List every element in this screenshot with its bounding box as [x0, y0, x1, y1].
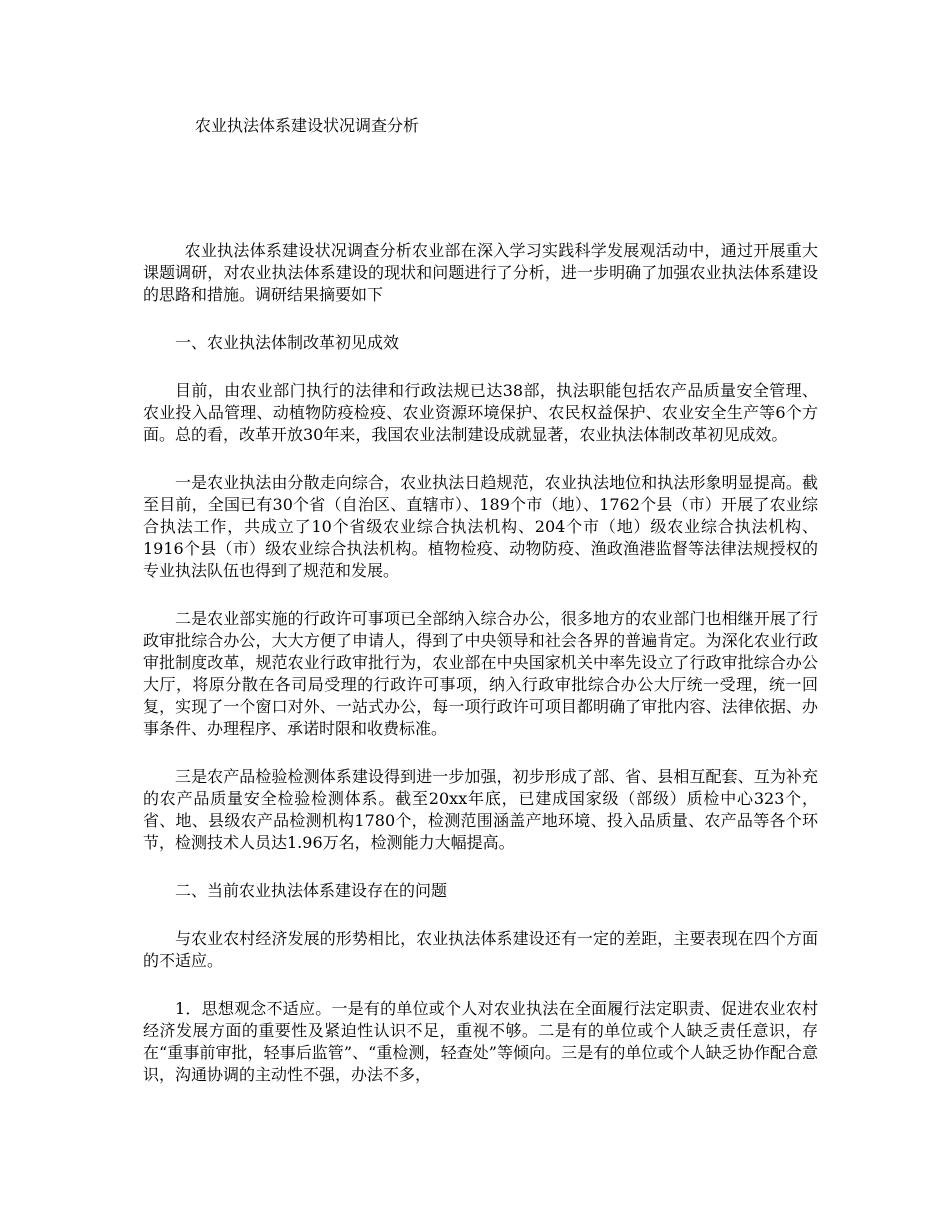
- document-title: 农业执法体系建设状况调查分析: [195, 116, 420, 135]
- body-paragraph: 目前，由农业部门执行的法律和行政法规已达38部，执法职能包括农产品质量安全管理、农业投入品管理、动植物防疫检疫、农业资源环境保护、农民权益保护、农业安全生产等6个方面。总的看，改革开放30年来，我国农业法制建设成就显著，农业执法体制改革初见成效。: [143, 381, 818, 444]
- section-heading-2: 二、当前农业执法体系建设存在的问题: [175, 881, 448, 900]
- section-heading-1: 一、农业执法体制改革初见成效: [175, 333, 400, 352]
- body-paragraph: 1．思想观念不适应。一是有的单位或个人对农业执法在全面履行法定职责、促进农业农村经济发展方面的重要性及紧迫性认识不足，重视不够。二是有的单位或个人缺乏责任意识，存在“重事前审批，轻事后监管”、“重检测，轻查处”等倾向。三是有的单位或个人缺乏协作配合意识，沟通协调的主动性不强，办法不多，: [143, 999, 818, 1084]
- body-paragraph: 三是农产品检验检测体系建设得到进一步加强，初步形成了部、省、县相互配套、互为补充的农产品质量安全检验检测体系。截至20xx年底，已建成国家级（部级）质检中心323个，省、地、县级农产品检测机构1780个，检测范围涵盖产地环境、投入品质量、农产品等各个环节，检测技术人员达1.96万名，检测能力大幅提高。: [143, 767, 818, 852]
- body-paragraph: 二是农业部实施的行政许可事项已全部纳入综合办公，很多地方的农业部门也相继开展了行政审批综合办公，大大方便了申请人，得到了中央领导和社会各界的普遍肯定。为深化农业行政审批制度改革，规范农业行政审批行为，农业部在中央国家机关中率先设立了行政审批综合办公大厅，将原分散在各司局受理的行政许可事项，纳入行政审批综合办公大厅统一受理，统一回复，实现了一个窗口对外、一站式办公，每一项行政许可项目都明确了审批内容、法律依据、办事条件、办理程序、承诺时限和收费标准。: [143, 609, 818, 738]
- document-body: [143, 240, 818, 1112]
- body-paragraph: 一是农业执法由分散走向综合，农业执法日趋规范，农业执法地位和执法形象明显提高。截至目前，全国已有30个省（自治区、直辖市）、189个市（地）、1762个县（市）开展了农业综合执法工作，共成立了10个省级农业综合执法机构、204个市（地）级农业综合执法机构、1916个县（市）级农业综合执法机构。植物检疫、动物防疫、渔政渔港监督等法律法规授权的专业执法队伍也得到了规范和发展。: [143, 473, 818, 580]
- intro-paragraph: 农业执法体系建设状况调查分析农业部在深入学习实践科学发展观活动中，通过开展重大课题调研，对农业执法体系建设的现状和问题进行了分析，进一步明确了加强农业执法体系建设的思路和措施。调研结果摘要如下: [143, 241, 818, 304]
- body-paragraph: 与农业农村经济发展的形势相比，农业执法体系建设还有一定的差距，主要表现在四个方面的不适应。: [143, 929, 818, 970]
